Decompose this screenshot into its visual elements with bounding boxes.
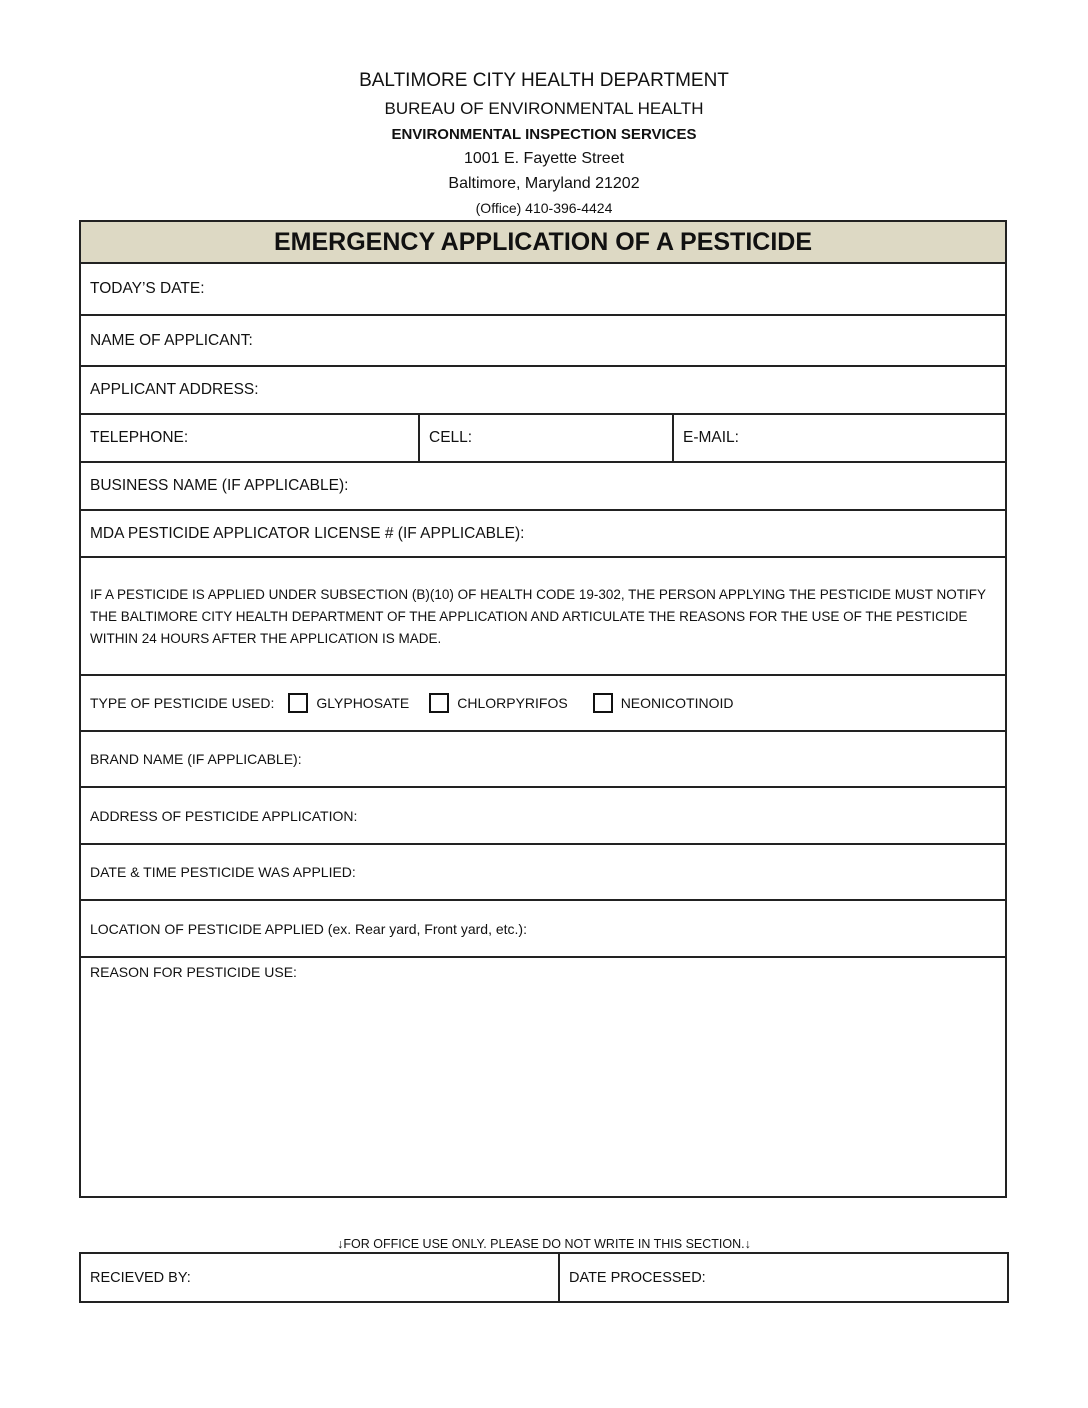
office-phone: (Office) 410-396-4424 [475, 200, 613, 216]
office-use-table [79, 1252, 1009, 1303]
bureau-name: BUREAU OF ENVIRONMENTAL HEALTH [384, 99, 704, 118]
location-applied-label: LOCATION OF PESTICIDE APPLIED (ex. Rear yard, Front yard, etc.): [90, 920, 527, 937]
received-by-field[interactable] [81, 1254, 558, 1301]
applicant-name-label: NAME OF APPLICANT: [90, 331, 253, 349]
location-applied-field[interactable] [81, 901, 1005, 958]
application-address-label: ADDRESS OF PESTICIDE APPLICATION: [90, 807, 358, 824]
glyphosate-checkbox[interactable] [288, 693, 308, 713]
cell-label: CELL: [429, 429, 473, 446]
mda-license-field[interactable] [81, 511, 1005, 558]
todays-date-label: TODAY’S DATE: [90, 280, 205, 297]
date-time-applied-label: DATE & TIME PESTICIDE WAS APPLIED: [90, 864, 356, 880]
applicant-name-field[interactable] [81, 316, 1005, 367]
applicant-address-field[interactable] [81, 367, 1005, 415]
contact-row [81, 415, 1005, 463]
date-processed-label: DATE PROCESSED: [569, 1269, 706, 1286]
notice-text: IF A PESTICIDE IS APPLIED UNDER SUBSECTION (B)(10) OF HEALTH CODE 19-302, THE PERSON APPLYING THE PESTICIDE MUST NOTIFY THE BALTIMORE CITY HEALTH DEPARTMENT OF THE APPLICATION AND ARTICULATE THE REASONS FOR THE USE OF THE PESTICIDE WITHIN 24 HOURS AFTER THE APPLICATION IS MADE. [81, 558, 1005, 676]
email-field[interactable] [672, 415, 1005, 461]
neonicotinoid-option[interactable] [593, 693, 734, 713]
chlorpyrifos-label: CHLORPYRIFOS [457, 695, 568, 711]
pesticide-type-label: TYPE OF PESTICIDE USED: [90, 695, 275, 711]
glyphosate-option[interactable] [288, 693, 409, 713]
applicant-address-label: APPLICANT ADDRESS: [90, 381, 259, 398]
office-use-note: ↓FOR OFFICE USE ONLY. PLEASE DO NOT WRITE IN THIS SECTION.↓ [337, 1237, 751, 1251]
neonicotinoid-label: NEONICOTINOID [620, 695, 734, 711]
form-title: EMERGENCY APPLICATION OF A PESTICIDE [81, 222, 1005, 264]
reason-field[interactable] [81, 958, 1005, 1196]
glyphosate-label: GLYPHOSATE [316, 695, 410, 711]
date-processed-field[interactable] [558, 1254, 1007, 1301]
brand-name-field[interactable] [81, 732, 1005, 788]
mda-license-label: MDA PESTICIDE APPLICATOR LICENSE # (IF APPLICABLE): [90, 524, 525, 542]
letterhead [0, 68, 1088, 215]
neonicotinoid-checkbox[interactable] [593, 693, 613, 713]
department-name: BALTIMORE CITY HEALTH DEPARTMENT [359, 70, 729, 91]
chlorpyrifos-option[interactable] [429, 693, 567, 713]
brand-name-label: BRAND NAME (IF APPLICABLE): [90, 751, 302, 767]
services-name: ENVIRONMENTAL INSPECTION SERVICES [391, 126, 697, 143]
received-by-label: RECIEVED BY: [90, 1269, 191, 1286]
pesticide-form [79, 220, 1007, 1198]
business-name-field[interactable] [81, 463, 1005, 511]
application-address-field[interactable] [81, 788, 1005, 845]
business-name-label: BUSINESS NAME (IF APPLICABLE): [90, 477, 349, 494]
telephone-label: TELEPHONE: [90, 429, 189, 446]
date-time-applied-field[interactable] [81, 845, 1005, 901]
cell-field[interactable] [418, 415, 672, 461]
street-address: 1001 E. Fayette Street [463, 150, 625, 167]
reason-label: REASON FOR PESTICIDE USE: [90, 964, 297, 980]
telephone-field[interactable] [81, 415, 418, 461]
todays-date-field[interactable] [81, 264, 1005, 316]
city-state-zip: Baltimore, Maryland 21202 [448, 175, 640, 192]
email-label: E-MAIL: [683, 429, 739, 446]
chlorpyrifos-checkbox[interactable] [429, 693, 449, 713]
pesticide-type-row [81, 676, 1005, 732]
